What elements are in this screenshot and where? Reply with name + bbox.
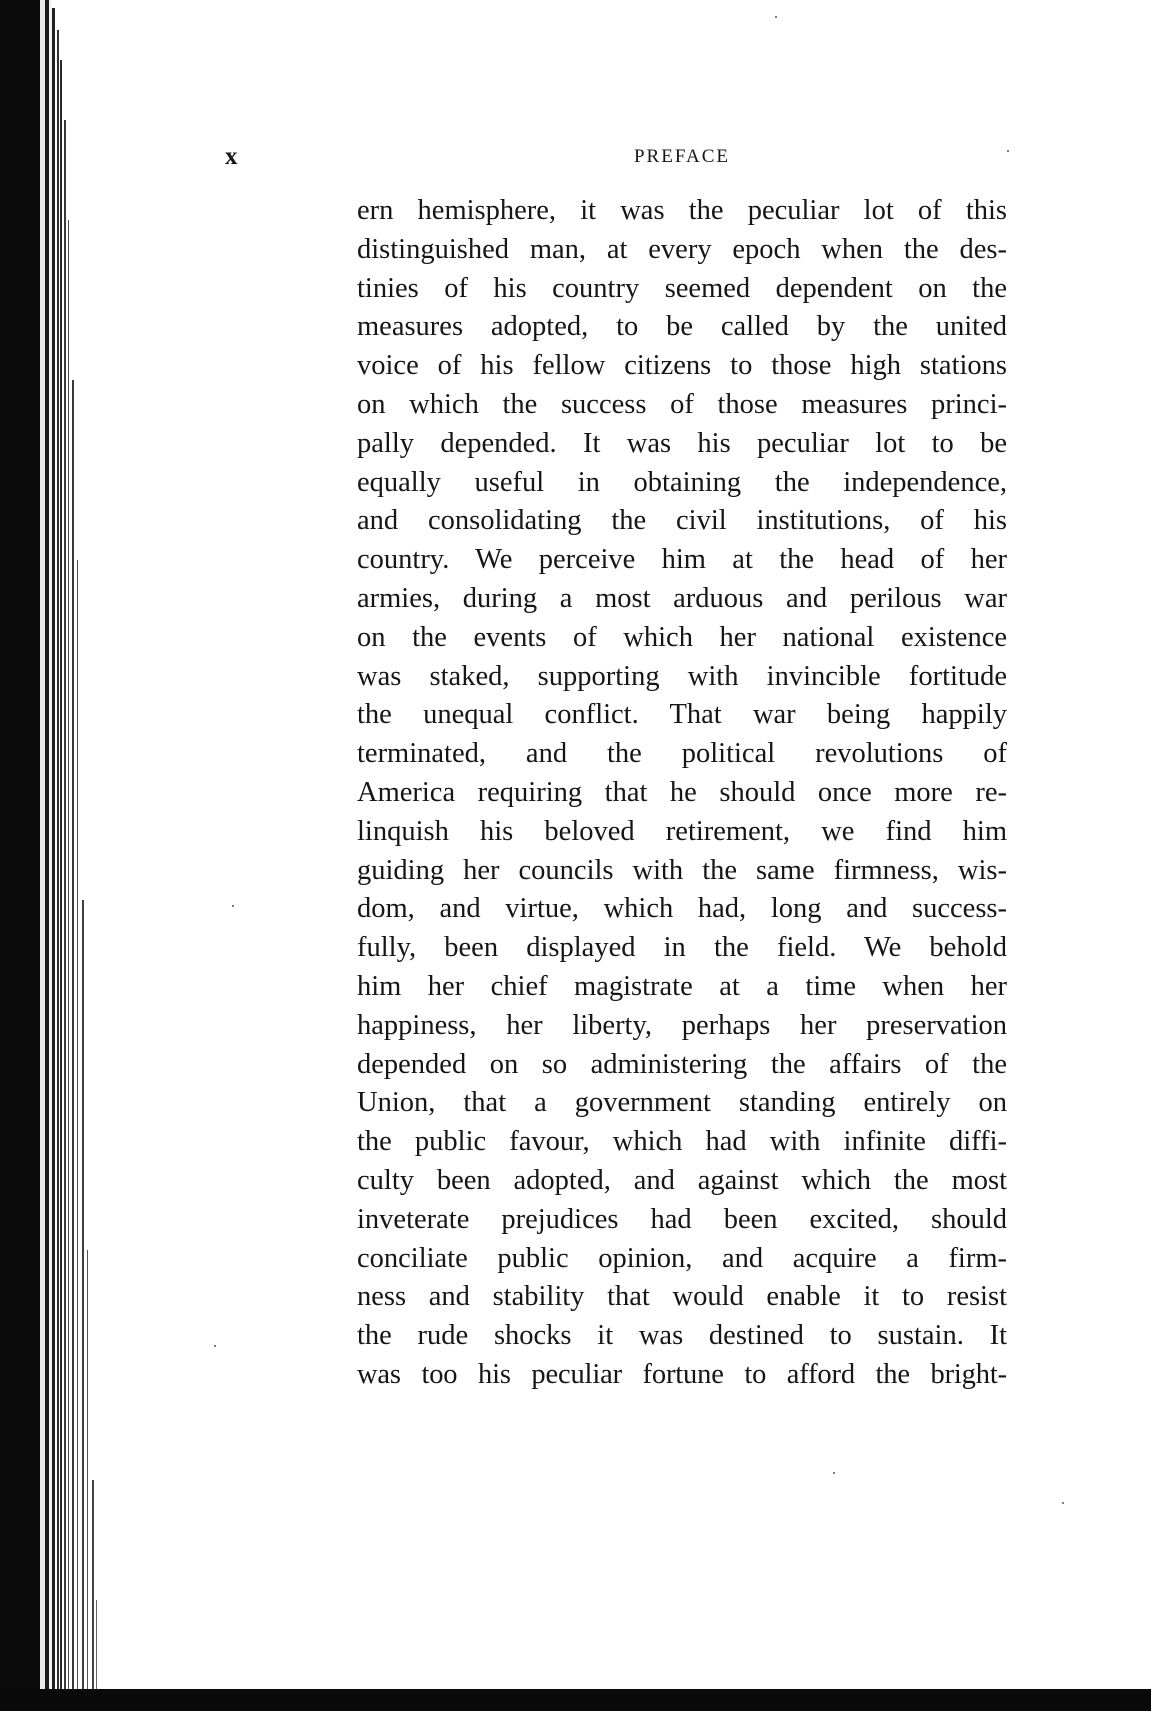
text-line: on the events of which her national existence [357, 621, 1007, 653]
text-line: dom, and virtue, which had, long and success- [357, 893, 1007, 925]
body-text [357, 192, 1007, 1395]
text-line: the public favour, which had with infinite diffi- [357, 1126, 1007, 1158]
text-line: armies, during a most arduous and perilous war [357, 582, 1007, 614]
text-line: conciliate public opinion, and acquire a firm- [357, 1242, 1007, 1274]
scan-speck [1062, 1502, 1064, 1504]
text-line: fully, been displayed in the field. We behold [357, 932, 1007, 964]
scan-speck [833, 1472, 835, 1474]
text-line: him her chief magistrate at a time when her [357, 970, 1007, 1002]
text-line: the rude shocks it was destined to sustain. It [357, 1320, 1007, 1352]
text-line: depended on so administering the affairs of the [357, 1048, 1007, 1080]
text-line: linquish his beloved retirement, we find him [357, 815, 1007, 847]
text-line: pally depended. It was his peculiar lot to be [357, 427, 1007, 459]
text-line: guiding her councils with the same firmness, wis- [357, 854, 1007, 886]
text-line: country. We perceive him at the head of her [357, 544, 1007, 576]
text-line: culty been adopted, and against which the most [357, 1164, 1007, 1196]
text-line: ness and stability that would enable it to resist [357, 1281, 1007, 1313]
text-line: America requiring that he should once more re- [357, 776, 1007, 808]
scan-speck [775, 16, 777, 18]
text-line: and consolidating the civil institutions, of his [357, 505, 1007, 537]
text-line: terminated, and the political revolutions of [357, 738, 1007, 770]
text-line: was too his peculiar fortune to afford the bright- [357, 1358, 1007, 1390]
scan-speck [1007, 150, 1009, 152]
text-line: was staked, supporting with invincible fortitude [357, 660, 1007, 692]
text-line: happiness, her liberty, perhaps her preservation [357, 1009, 1007, 1041]
text-line: equally useful in obtaining the independence, [357, 466, 1007, 498]
text-line: measures adopted, to be called by the united [357, 311, 1007, 343]
text-line: voice of his fellow citizens to those high stations [357, 350, 1007, 382]
scan-speck [232, 905, 234, 907]
scan-bottom-edge [0, 1689, 1151, 1711]
page-number: x [225, 143, 239, 170]
running-head: PREFACE [633, 146, 730, 167]
text-line: the unequal conflict. That war being happily [357, 699, 1007, 731]
text-line: ern hemisphere, it was the peculiar lot of this [357, 195, 1007, 226]
scan-speck [214, 1345, 216, 1347]
text-line: distinguished man, at every epoch when the des- [357, 233, 1007, 265]
text-line: Union, that a government standing entirely on [357, 1087, 1007, 1119]
text-line: inveterate prejudices had been excited, should [357, 1203, 1007, 1235]
text-line: on which the success of those measures princi- [357, 388, 1007, 420]
text-line: tinies of his country seemed dependent on the [357, 272, 1007, 304]
binding-edge [0, 0, 100, 1711]
